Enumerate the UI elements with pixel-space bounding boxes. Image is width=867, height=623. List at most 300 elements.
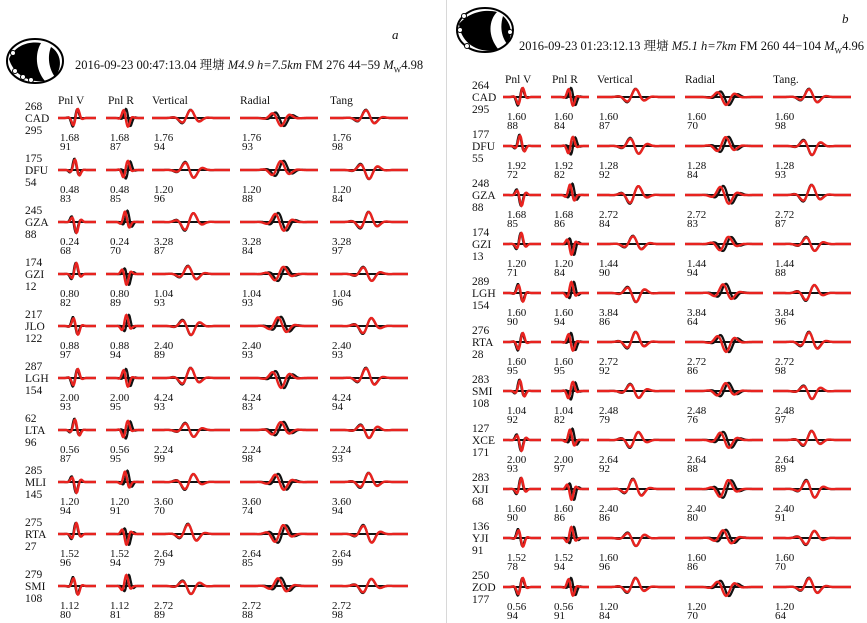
time-shift: 2.00 (60, 392, 80, 404)
time-shift: 1.12 (60, 600, 80, 612)
correlation: 88 (242, 609, 253, 621)
correlation: 70 (687, 610, 698, 622)
waveform-pnl (58, 156, 96, 184)
station-row (447, 129, 867, 181)
time-shift: 1.68 (110, 132, 130, 144)
synthetic-trace (685, 284, 763, 299)
correlation: 91 (554, 610, 565, 622)
observed-trace (597, 287, 675, 302)
waveform-surface (330, 364, 408, 392)
time-shift: 1.60 (775, 111, 795, 123)
time-shift: 1.76 (242, 132, 262, 144)
time-shift: 2.64 (242, 548, 262, 560)
time-shift: 1.60 (507, 307, 527, 319)
waveform-surface (152, 520, 230, 548)
waveform-pnl (503, 377, 541, 405)
correlation: 89 (154, 609, 165, 621)
synthetic-trace (330, 425, 408, 438)
waveform-surface (330, 416, 408, 444)
synthetic-trace (58, 318, 96, 334)
synthetic-trace (551, 579, 589, 595)
station-code: RTA (25, 529, 47, 541)
correlation: 64 (687, 316, 698, 328)
panel-b-letter: b (842, 11, 849, 26)
waveform-surface (152, 572, 230, 600)
correlation: 74 (242, 505, 253, 517)
synthetic-trace (240, 525, 318, 542)
correlation: 92 (507, 414, 518, 426)
correlation: 81 (110, 609, 121, 621)
correlation: 90 (507, 512, 518, 524)
waveform-pnl (551, 573, 589, 601)
station-code: ZOD (472, 582, 496, 594)
observed-trace (773, 140, 851, 155)
waveform-surface (685, 328, 763, 356)
waveform-pnl (551, 132, 589, 160)
waveform-pnl (551, 377, 589, 405)
time-shift: 2.40 (242, 340, 262, 352)
station-code: LGH (472, 288, 496, 300)
time-shift: 0.48 (110, 184, 130, 196)
station-azimuth: 250 (472, 570, 490, 582)
station-row (0, 257, 447, 309)
observed-trace (152, 581, 230, 595)
waveform-surface (240, 104, 318, 132)
station-azimuth: 245 (25, 205, 43, 217)
time-shift: 2.40 (599, 503, 619, 515)
correlation: 97 (332, 245, 343, 257)
synthetic-trace (152, 266, 230, 279)
waveform-surface (597, 279, 675, 307)
station-azimuth: 275 (25, 517, 43, 529)
correlation: 92 (599, 463, 610, 475)
time-shift: 2.24 (332, 444, 352, 456)
waveform-surface (685, 83, 763, 111)
correlation: 98 (775, 365, 786, 377)
synthetic-trace (685, 237, 763, 250)
observed-trace (152, 110, 230, 123)
synthetic-trace (240, 214, 318, 231)
time-shift: 2.24 (242, 444, 262, 456)
correlation: 87 (775, 218, 786, 230)
station-code: GZI (25, 269, 45, 281)
synthetic-trace (58, 578, 96, 594)
time-shift: 1.20 (332, 184, 352, 196)
station-code: CAD (472, 92, 497, 104)
waveform-surface (240, 416, 318, 444)
time-shift: 1.04 (242, 288, 262, 300)
station-code: SMI (472, 386, 493, 398)
synthetic-trace (773, 431, 851, 445)
correlation: 82 (60, 297, 71, 309)
station-distance: 154 (472, 300, 490, 312)
time-shift: 1.04 (554, 405, 574, 417)
waveform-pnl (503, 573, 541, 601)
time-shift: 2.00 (507, 454, 527, 466)
synthetic-trace (773, 185, 851, 201)
waveform-pnl (503, 279, 541, 307)
waveform-surface (152, 156, 230, 184)
waveform-surface (152, 312, 230, 340)
time-shift: 2.72 (599, 356, 619, 368)
column-header: Vertical (597, 74, 633, 86)
waveform-surface (685, 230, 763, 258)
station-row (0, 465, 447, 517)
waveform-surface (773, 377, 851, 405)
waveform-surface (685, 377, 763, 405)
time-shift: 2.40 (687, 503, 707, 515)
synthetic-trace (106, 161, 144, 177)
station-distance: 28 (472, 349, 484, 361)
waveform-pnl (551, 426, 589, 454)
time-shift: 0.48 (60, 184, 80, 196)
synthetic-trace (503, 530, 541, 546)
time-shift: 2.48 (599, 405, 619, 417)
synthetic-trace (551, 137, 589, 153)
time-shift: 1.60 (507, 111, 527, 123)
correlation: 98 (242, 453, 253, 465)
station-code: LTA (25, 425, 46, 437)
correlation: 85 (110, 193, 121, 205)
synthetic-trace (58, 420, 96, 436)
observed-trace (330, 425, 408, 439)
correlation: 91 (775, 512, 786, 524)
waveform-surface (685, 524, 763, 552)
station-distance: 145 (25, 489, 43, 501)
correlation: 93 (332, 349, 343, 361)
synthetic-trace (685, 433, 763, 448)
time-shift: 2.72 (599, 209, 619, 221)
station-azimuth: 177 (472, 129, 490, 141)
correlation: 79 (599, 414, 610, 426)
event-magnitude: M4.9 (227, 58, 254, 72)
station-azimuth: 268 (25, 101, 43, 113)
correlation: 83 (60, 193, 71, 205)
synthetic-trace (330, 165, 408, 179)
correlation: 93 (154, 297, 165, 309)
correlation: 84 (554, 267, 565, 279)
synthetic-trace (597, 236, 675, 249)
correlation: 94 (554, 316, 565, 328)
correlation: 96 (332, 297, 343, 309)
waveform-surface (773, 132, 851, 160)
waveform-surface (685, 132, 763, 160)
correlation: 86 (687, 365, 698, 377)
waveform-surface (240, 364, 318, 392)
station-row (447, 325, 867, 377)
correlation: 80 (687, 512, 698, 524)
time-shift: 3.28 (154, 236, 174, 248)
time-shift: 1.92 (554, 160, 574, 172)
waveform-pnl (106, 260, 144, 288)
waveform-surface (773, 475, 851, 503)
waveform-pnl (551, 279, 589, 307)
correlation: 70 (687, 120, 698, 132)
column-header: Pnl V (505, 74, 532, 86)
correlation: 94 (154, 141, 165, 153)
station-azimuth: 174 (25, 257, 43, 269)
station-code: GZA (472, 190, 496, 202)
time-shift: 1.04 (507, 405, 527, 417)
time-shift: 2.24 (154, 444, 174, 456)
station-azimuth: 174 (472, 227, 490, 239)
time-shift: 1.68 (60, 132, 80, 144)
observed-trace (773, 431, 851, 446)
time-shift: 2.72 (775, 356, 795, 368)
correlation: 95 (554, 365, 565, 377)
correlation: 96 (775, 316, 786, 328)
waveform-surface (330, 104, 408, 132)
correlation: 80 (60, 609, 71, 621)
station-row (447, 80, 867, 132)
waveform-pnl (503, 524, 541, 552)
correlation: 86 (599, 512, 610, 524)
station-distance: 12 (25, 281, 37, 293)
observed-trace (597, 332, 675, 349)
correlation: 94 (507, 610, 518, 622)
synthetic-trace (152, 321, 230, 335)
correlation: 84 (599, 610, 610, 622)
time-shift: 2.72 (687, 209, 707, 221)
waveform-surface (597, 475, 675, 503)
waveform-pnl (503, 475, 541, 503)
waveform-pnl (503, 426, 541, 454)
correlation: 97 (554, 463, 565, 475)
waveform-pnl (551, 83, 589, 111)
correlation: 98 (332, 609, 343, 621)
station-code: LGH (25, 373, 49, 385)
time-shift: 0.88 (60, 340, 80, 352)
correlation: 85 (507, 218, 518, 230)
time-shift: 2.72 (154, 600, 174, 612)
waveform-pnl (503, 181, 541, 209)
correlation: 70 (154, 505, 165, 517)
event-mw: $M_W4.96$ (824, 39, 864, 56)
time-shift: 1.76 (332, 132, 352, 144)
station-code: XJI (472, 484, 489, 496)
event-fm: FM 260 44−104 (739, 39, 821, 53)
waveform-pnl (551, 475, 589, 503)
station-distance: 13 (472, 251, 484, 263)
time-shift: 2.48 (687, 405, 707, 417)
waveform-surface (240, 260, 318, 288)
time-shift: 1.20 (775, 601, 795, 613)
time-shift: 0.80 (60, 288, 80, 300)
station-distance: 122 (25, 333, 43, 345)
correlation: 94 (687, 267, 698, 279)
station-distance: 68 (472, 496, 484, 508)
station-row (447, 178, 867, 230)
station-row (0, 309, 447, 361)
waveform-surface (597, 573, 675, 601)
correlation: 87 (599, 120, 610, 132)
time-shift: 1.04 (332, 288, 352, 300)
waveform-surface (240, 156, 318, 184)
time-shift: 3.60 (332, 496, 352, 508)
station-row (447, 276, 867, 328)
correlation: 71 (507, 267, 518, 279)
station-azimuth: 175 (25, 153, 43, 165)
correlation: 91 (110, 505, 121, 517)
station-distance: 171 (472, 447, 490, 459)
synthetic-trace (773, 386, 851, 399)
time-shift: 1.20 (110, 496, 130, 508)
station-azimuth: 289 (472, 276, 490, 288)
waveform-surface (685, 573, 763, 601)
waveform-surface (597, 328, 675, 356)
synthetic-trace (597, 578, 675, 592)
station-row (447, 472, 867, 524)
station-row (0, 205, 447, 257)
waveform-pnl (58, 416, 96, 444)
synthetic-trace (597, 332, 675, 348)
time-shift: 3.60 (154, 496, 174, 508)
synthetic-trace (58, 160, 96, 176)
correlation: 96 (60, 557, 71, 569)
synthetic-trace (773, 332, 851, 348)
time-shift: 1.60 (775, 552, 795, 564)
time-shift: 3.84 (687, 307, 707, 319)
station-row (447, 521, 867, 573)
station-distance: 108 (472, 398, 490, 410)
time-shift: 1.68 (554, 209, 574, 221)
correlation: 95 (110, 453, 121, 465)
waveform-surface (597, 426, 675, 454)
correlation: 95 (507, 365, 518, 377)
time-shift: 1.52 (110, 548, 130, 560)
correlation: 83 (242, 401, 253, 413)
station-row (0, 517, 447, 569)
correlation: 85 (242, 557, 253, 569)
correlation: 94 (110, 557, 121, 569)
time-shift: 1.28 (687, 160, 707, 172)
time-shift: 1.44 (775, 258, 795, 270)
waveform-surface (773, 279, 851, 307)
event-datetime: 2016-09-23 01:23:12.13 (519, 39, 641, 53)
correlation: 95 (110, 401, 121, 413)
correlation: 93 (242, 297, 253, 309)
correlation: 76 (687, 414, 698, 426)
correlation: 92 (599, 169, 610, 181)
time-shift: 3.84 (775, 307, 795, 319)
station-code: CAD (25, 113, 50, 125)
synthetic-trace (240, 267, 318, 280)
station-azimuth: 279 (25, 569, 43, 581)
time-shift: 0.56 (110, 444, 130, 456)
panel-a-header (75, 55, 423, 75)
time-shift: 1.60 (687, 111, 707, 123)
time-shift: 1.52 (507, 552, 527, 564)
correlation: 98 (775, 120, 786, 132)
time-shift: 1.60 (507, 356, 527, 368)
time-shift: 2.64 (687, 454, 707, 466)
observed-trace (152, 368, 230, 385)
time-shift: 2.72 (687, 356, 707, 368)
event-magnitude: M5.1 (671, 39, 698, 53)
correlation: 93 (60, 401, 71, 413)
time-shift: 2.40 (332, 340, 352, 352)
station-code: GZI (472, 239, 492, 251)
synthetic-trace (330, 212, 408, 228)
station-row (0, 569, 447, 621)
waveform-pnl (503, 132, 541, 160)
observed-trace (773, 185, 851, 202)
correlation: 84 (554, 120, 565, 132)
synthetic-trace (597, 479, 675, 495)
time-shift: 1.20 (599, 601, 619, 613)
synthetic-trace (685, 530, 763, 543)
correlation: 99 (332, 557, 343, 569)
correlation: 94 (332, 401, 343, 413)
waveform-surface (773, 230, 851, 258)
station-code: JLO (25, 321, 45, 333)
observed-trace (330, 212, 408, 229)
observed-trace (773, 386, 851, 400)
waveform-pnl (551, 230, 589, 258)
waveform-surface (597, 132, 675, 160)
synthetic-trace (106, 370, 144, 386)
correlation: 70 (110, 245, 121, 257)
synthetic-trace (503, 285, 541, 301)
correlation: 84 (242, 245, 253, 257)
station-row (447, 374, 867, 426)
synthetic-trace (685, 480, 763, 497)
beachball-icon (455, 6, 515, 54)
waveform-surface (597, 377, 675, 405)
waveform-pnl (106, 468, 144, 496)
panel-b-header (519, 36, 864, 56)
time-shift: 2.72 (332, 600, 352, 612)
waveform-surface (152, 364, 230, 392)
waveform-pnl (106, 156, 144, 184)
station-distance: 177 (472, 594, 490, 606)
waveform-pnl (58, 260, 96, 288)
time-shift: 1.52 (60, 548, 80, 560)
time-shift: 1.12 (110, 600, 130, 612)
waveform-pnl (58, 312, 96, 340)
waveform-surface (685, 279, 763, 307)
station-row (0, 413, 447, 465)
time-shift: 4.24 (332, 392, 352, 404)
station-code: DFU (472, 141, 496, 153)
waveform-surface (152, 104, 230, 132)
synthetic-trace (597, 288, 675, 302)
time-shift: 2.00 (110, 392, 130, 404)
station-azimuth: 287 (25, 361, 43, 373)
synthetic-trace (240, 475, 318, 490)
correlation: 96 (599, 561, 610, 573)
event-depth: h=7.5km (256, 58, 302, 72)
correlation: 88 (775, 267, 786, 279)
time-shift: 1.52 (554, 552, 574, 564)
panel-b (447, 0, 867, 623)
time-shift: 4.24 (242, 392, 262, 404)
waveform-pnl (106, 312, 144, 340)
waveform-surface (773, 524, 851, 552)
synthetic-trace (106, 421, 144, 437)
correlation: 97 (775, 414, 786, 426)
waveform-pnl (551, 181, 589, 209)
station-row (447, 570, 867, 622)
correlation: 83 (687, 218, 698, 230)
synthetic-trace (773, 578, 851, 593)
waveform-surface (685, 181, 763, 209)
waveform-surface (597, 83, 675, 111)
time-shift: 1.60 (599, 552, 619, 564)
synthetic-trace (551, 382, 589, 398)
station-azimuth: 127 (472, 423, 490, 435)
column-header: Pnl V (58, 95, 85, 107)
